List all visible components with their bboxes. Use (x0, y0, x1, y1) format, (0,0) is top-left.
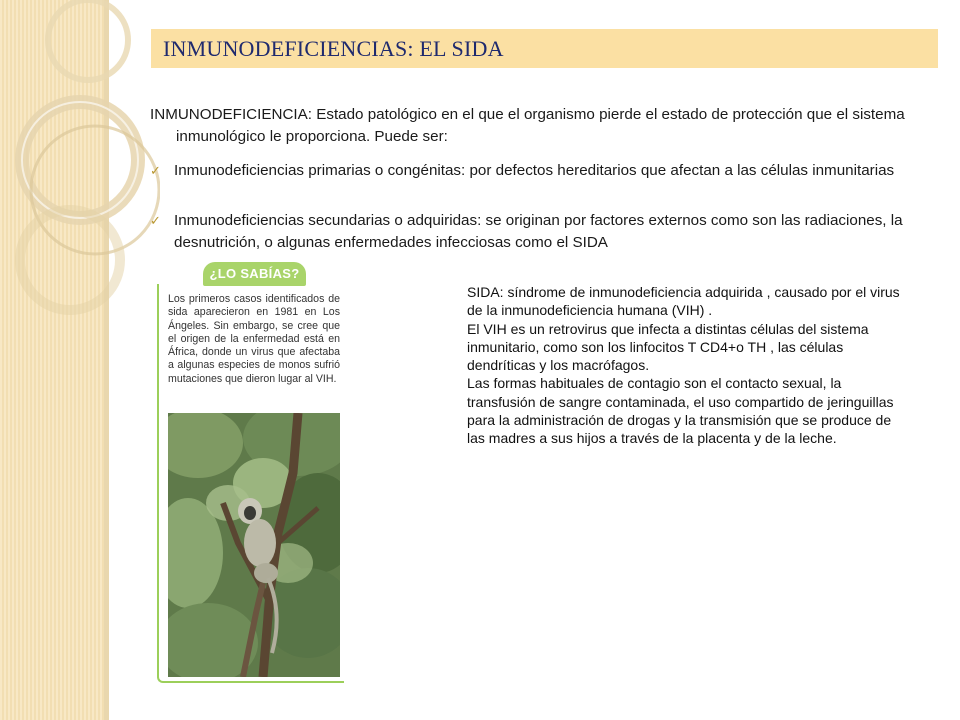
monkey-in-tree-photo (168, 413, 340, 677)
slide-title: INMUNODEFICIENCIAS: EL SIDA (163, 36, 504, 61)
bullet-text: Inmunodeficiencias secundarias o adquiridas: se originan por factores externos como son las radiaciones, la desnutrición, o algunas enfermedades infecciosas como el SIDA (174, 212, 903, 251)
bullet-text: Inmunodeficiencias primarias o congénitas: por defectos hereditarios que afectan a las células inmunitarias (174, 162, 895, 179)
card-tab-label: ¿LO SABÍAS? (209, 266, 300, 281)
sida-description (467, 283, 907, 448)
vih-description: El VIH es un retrovirus que infecta a distintas células del sistema inmunitario, como son los linfocitos T CD4+o TH , las células dendríticas y los macrófagos. (467, 320, 869, 374)
decorative-rings (0, 0, 160, 360)
checkmark-icon: ✓ (150, 163, 161, 178)
bullet-secondary (150, 210, 910, 253)
bullet-primary (150, 160, 910, 182)
checkmark-icon: ✓ (150, 213, 161, 228)
card-tab (203, 262, 306, 286)
contagion-description: Las formas habituales de contagio son el contacto sexual, la transfusión de sangre contaminada, el uso compartido de jeringuillas para la administración de drogas y la transmisión que se produce de las madres a sus hijos a través de la placenta y de la leche. (467, 375, 894, 447)
intro-definition: INMUNODEFICIENCIA: Estado patológico en el que el organismo pierde el estado de protección que el sistema inmunológico le proporciona. Puede ser: (150, 106, 905, 145)
title-bar (151, 29, 938, 68)
did-you-know-card (157, 260, 344, 683)
sida-definition: SIDA: síndrome de inmunodeficiencia adquirida , causado por el virus de la inmunodeficiencia humana (VIH) . (467, 284, 900, 319)
card-text: Los primeros casos identificados de sida aparecieron en 1981 en Los Ángeles. Sin embargo, se cree que el origen de la enfermedad está en África, donde un virus que afectaba a algunas especies de monos sufrió mutaciones que dieron lugar al VIH. (168, 293, 340, 385)
